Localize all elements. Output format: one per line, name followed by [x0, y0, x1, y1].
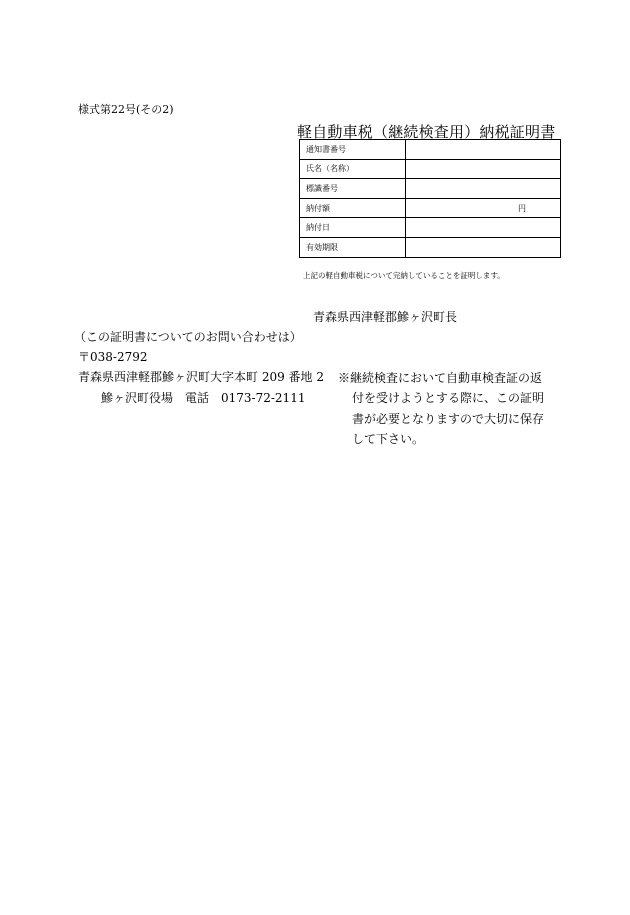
row-value-notice-number — [406, 140, 561, 160]
notice-line: 書が必要となりますので大切に保存 — [352, 411, 545, 426]
row-label-expiry: 有効期限 — [300, 237, 406, 257]
table-row — [300, 218, 561, 238]
notice-line: 付を受けようとする際に、この証明 — [352, 391, 545, 406]
table-row — [300, 140, 561, 160]
row-label-payment-amount: 納付額 — [300, 198, 406, 218]
contact-office-phone: 鰺ヶ沢町役場 電話 0173-72-2111 — [101, 391, 306, 405]
row-value-payment-date — [406, 218, 561, 238]
row-label-plate-number: 標識番号 — [300, 179, 406, 199]
certification-note: 上記の軽自動車税について完納していることを証明します。 — [303, 271, 505, 280]
contact-heading: （この証明書についてのお問い合わせは） — [74, 330, 302, 344]
row-label-notice-number: 通知書番号 — [300, 140, 406, 160]
row-value-plate-number — [406, 179, 561, 199]
notice-line: ※継続検査において自動車検査証の返 — [338, 371, 543, 385]
contact-address: 青森県西津軽郡鰺ヶ沢町大字本町 209 番地 2 — [78, 370, 324, 384]
storage-notice — [338, 368, 544, 450]
row-value-name — [406, 159, 561, 179]
notice-line: して下さい。 — [352, 432, 425, 447]
postal-code: 〒038-2792 — [78, 350, 148, 364]
certificate-table — [299, 139, 561, 258]
row-label-payment-date: 納付日 — [300, 218, 406, 238]
document-title: 軽自動車税（継続検査用）納税証明書 — [297, 123, 556, 141]
row-value-payment-amount: 円 — [406, 198, 561, 218]
row-label-name: 氏名（名称） — [300, 159, 406, 179]
table-row — [300, 159, 561, 179]
table-row — [300, 179, 561, 199]
table-row — [300, 237, 561, 257]
form-number: 様式第22号(その2) — [78, 103, 174, 116]
issuer-name: 青森県西津軽郡鰺ヶ沢町長 — [313, 310, 458, 324]
table-row — [300, 198, 561, 218]
row-value-expiry — [406, 237, 561, 257]
